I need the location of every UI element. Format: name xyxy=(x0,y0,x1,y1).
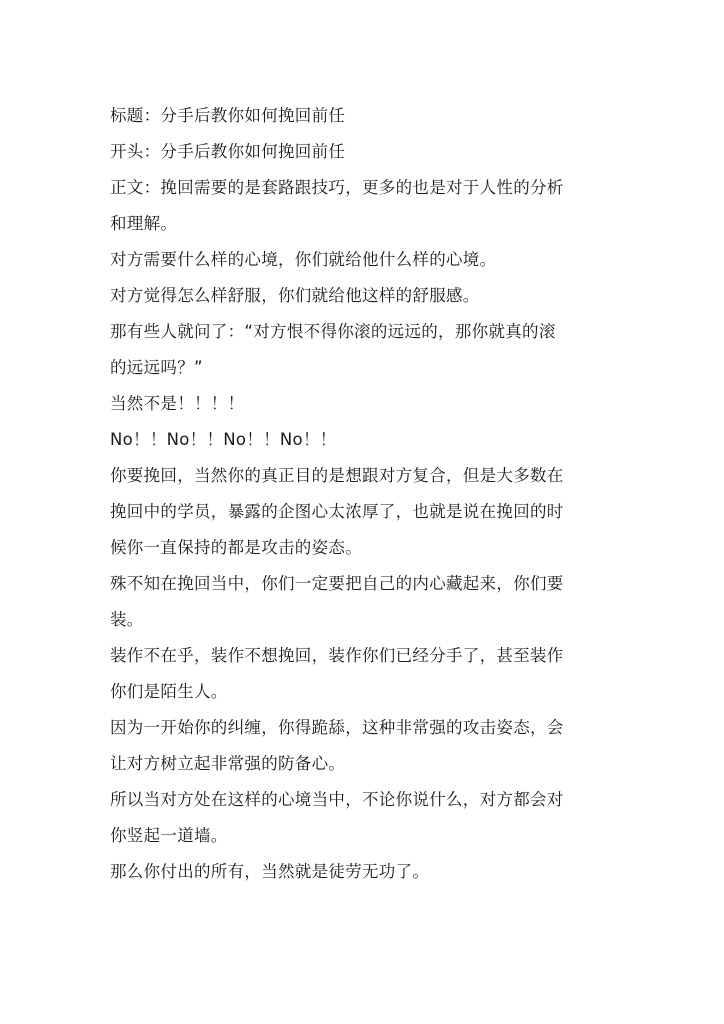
body-line: 候你一直保持的都是攻击的姿态。 xyxy=(110,538,362,557)
body-line: 你们是陌生人。 xyxy=(110,682,228,701)
title-line: 标题：分手后教你如何挽回前任 xyxy=(110,106,346,125)
body-line: 那么你付出的所有，当然就是徒劳无功了。 xyxy=(110,862,430,881)
opening-line: 开头：分手后教你如何挽回前任 xyxy=(110,142,346,161)
body-line: 你要挽回，当然你的真正目的是想跟对方复合，但是大多数在 xyxy=(110,466,564,485)
body-line: 当然不是！！！！ xyxy=(110,394,245,413)
body-line: 对方觉得怎么样舒服，你们就给他这样的舒服感。 xyxy=(110,286,480,305)
body-line: 装。 xyxy=(110,610,144,629)
body-line: 你竖起一道墙。 xyxy=(110,826,228,845)
body-line: 正文：挽回需要的是套路跟技巧，更多的也是对于人性的分析 xyxy=(110,178,564,197)
body-line: 所以当对方处在这样的心境当中，不论你说什么，对方都会对 xyxy=(110,790,564,809)
body-line: No！！No！！No！！No！！ xyxy=(110,430,337,449)
body-line: 挽回中的学员，暴露的企图心太浓厚了，也就是说在挽回的时 xyxy=(110,502,564,521)
body-line: 那有些人就问了：“对方恨不得你滚的远远的，那你就真的滚 xyxy=(110,322,556,341)
body-line: 殊不知在挽回当中，你们一定要把自己的内心藏起来，你们要 xyxy=(110,574,564,593)
body-line: 和理解。 xyxy=(110,214,178,233)
body-line: 的远远吗？” xyxy=(110,358,203,377)
body-line: 让对方树立起非常强的防备心。 xyxy=(110,754,346,773)
document-body xyxy=(110,101,620,887)
body-line: 装作不在乎，装作不想挽回，装作你们已经分手了，甚至装作 xyxy=(110,646,564,665)
body-line: 因为一开始你的纠缠，你得跪舔，这种非常强的攻击姿态，会 xyxy=(110,718,564,737)
body-line: 对方需要什么样的心境，你们就给他什么样的心境。 xyxy=(110,250,497,269)
